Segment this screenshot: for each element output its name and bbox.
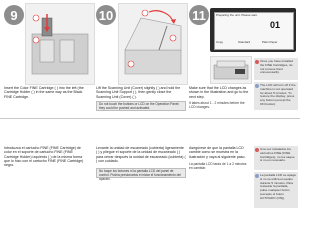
cartridge-holder-image — [26, 4, 94, 84]
step11-text-es: Asegúrese de que la pantalla LCD cambie como se muestra en la ilustración y vaya al siguiente paso. — [189, 146, 246, 159]
side-note-2-es — [254, 172, 298, 208]
step-9-badge: 9 — [4, 5, 24, 25]
info-icon-es — [255, 174, 259, 178]
scanner-cover-image — [119, 4, 187, 84]
step10-note-es: No toque los botones ni la pantalla LCD del panel de control. Podría presionarlos e iniciar el funcionamiento del aparato. — [96, 168, 186, 178]
side-note-1-en — [254, 58, 298, 80]
lcd-count: 01 — [270, 20, 281, 30]
step9-text-es: Introduzca el cartucho FINE (FINE Cartridge) de color en el soporte de cartucho FINE (FINE Cartridge Holder) izquierdo ( ) de la misma forma que lo hizo con el cartucho FINE (FINE Cartridge) negro. — [4, 146, 84, 168]
side-note-1-text: Once you have installed the FINE Cartridges, do not remove them unnecessarily. — [260, 59, 294, 75]
language-divider — [0, 118, 300, 119]
cartridge-insert-illustration — [25, 3, 95, 85]
warning-icon — [255, 60, 259, 64]
step-10-badge: 10 — [96, 5, 116, 25]
step-11-badge: 11 — [189, 5, 209, 25]
step10-note-en: Do not touch the buttons or LCD on the Operation Panel; they could be pushed and activated. — [96, 101, 186, 111]
lcd-bottom-right: Plain Paper — [262, 40, 278, 44]
step10-text-en: Lift the Scanning Unit (Cover) slightly ( ) and hold the Scanning Unit Support ( ), then gently close the Scanning Unit (Cover) ( ). — [96, 86, 181, 99]
side-note-2-text-es: La pantalla LCD se apaga si no se utiliza el equipo durante 5 minutos. Para restaurar la pantalla, pulse cualquier botón (excepto el botón ACTIVADO (ON)). — [260, 173, 296, 200]
side-note-2-text: The LCD will turn off if the machine is not operated for about 5 minutes. To restore the display, press any button (except the ON button). — [260, 83, 296, 106]
lcd-bottom-mid: Standard — [238, 40, 251, 44]
info-icon — [255, 84, 259, 88]
scanning-unit-illustration — [118, 3, 188, 85]
step10-text-es: Levante la unidad de escaneado (cubierta) ligeramente ( ) y pliegue el soporte de la unidad de escaneado ( ) para cerrar después la unidad de escaneado (cubierta) ( ) con cuidado. — [96, 146, 186, 163]
lcd-top-text: Preparing the unit. Please wait. — [216, 13, 258, 17]
printer-image — [211, 57, 251, 83]
printer-illustration — [210, 56, 252, 84]
step9-text-en: Insert the Color FINE Cartridge ( ) into the left (the Cartridge Holder ( ) in the same way as the Black FINE Cartridge. — [4, 86, 84, 99]
lcd-bottom-left: Copy — [216, 40, 224, 44]
step11-text-en: Make sure that the LCD changes as shown in the illustration and go to the next step. — [189, 86, 249, 99]
side-note-1-es — [254, 146, 298, 170]
step11-bullet-en: It takes about 1 - 2 minutes before the LCD changes. — [189, 101, 245, 109]
step11-bullet-es: La pantalla LCD tarda de 1 a 2 minutos en cambiar. — [189, 162, 247, 170]
side-note-1-text-es: Una vez instalados los cartuchos FINE (FINE Cartridges), no los saque si no es necesario. — [260, 147, 295, 163]
lcd-screen — [214, 12, 294, 50]
warning-icon-es — [255, 148, 259, 152]
side-note-2-en — [254, 82, 298, 110]
